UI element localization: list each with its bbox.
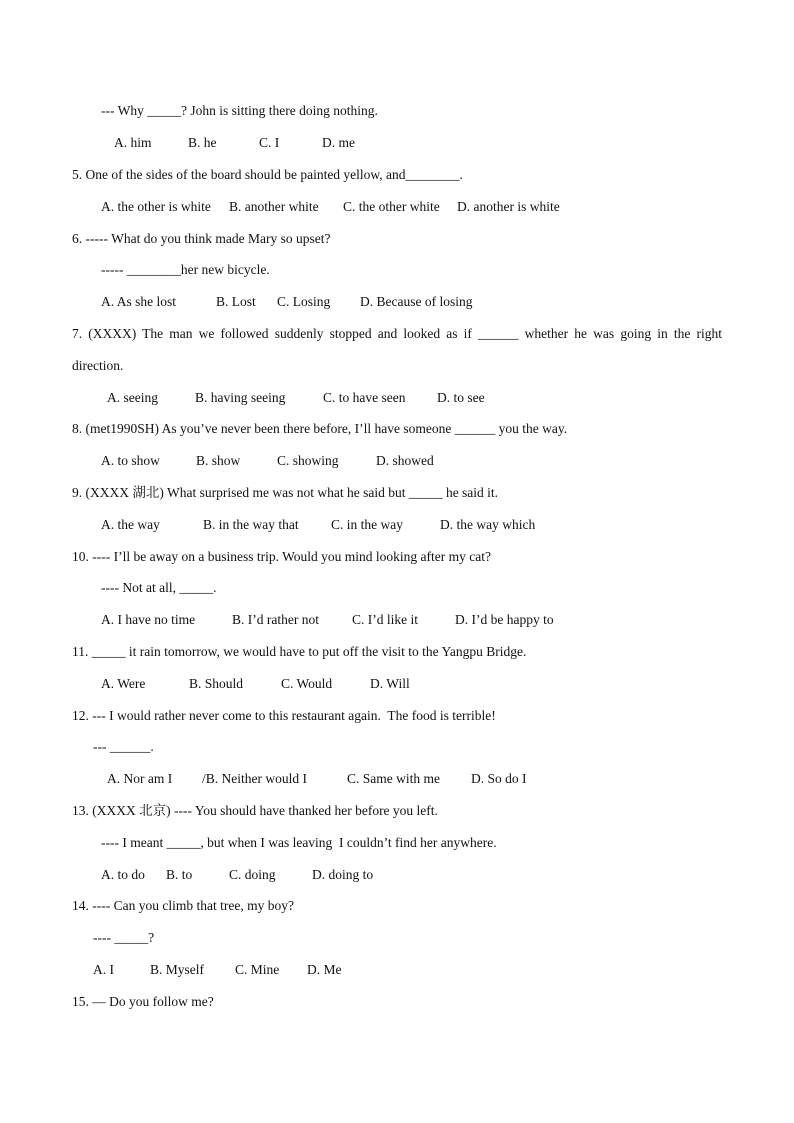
q6-dialog-line: ----- ________her new bicycle. — [101, 262, 270, 277]
q11-stem: 11. _____ it rain tomorrow, we would have to put off the visit to the Yangpu Bridge. — [72, 644, 527, 659]
q10-option-a: A. I have no time — [101, 612, 196, 627]
q13-stem: 13. (XXXX 北京) ---- You should have thanked her before you left. — [72, 803, 438, 818]
q8-stem: 8. (met1990SH) As you’ve never been there before, I’ll have someone ______ you the way. — [72, 421, 568, 436]
q12-option-a: A. Nor am I — [107, 771, 173, 786]
q12-option-c: C. Same with me — [347, 771, 440, 786]
q12-option-d: D. So do I — [471, 771, 527, 786]
q4-option-a: A. him — [114, 135, 152, 150]
q4-option-c: C. I — [259, 135, 280, 150]
q14-stem: 14. ---- Can you climb that tree, my boy? — [72, 898, 294, 913]
q7-option-b: B. having seeing — [195, 390, 286, 405]
q11-option-d: D. Will — [370, 676, 410, 691]
q8-option-c: C. showing — [277, 453, 339, 468]
q12-option-b: /B. Neither would I — [202, 771, 307, 786]
q12-stem: 12. --- I would rather never come to this restaurant again. The food is terrible! — [72, 708, 496, 723]
q14-dialog-line: ---- _____? — [93, 930, 155, 945]
q6-option-b: B. Lost — [216, 294, 256, 309]
q11-option-c: C. Would — [281, 676, 333, 691]
q13-dialog-line: ---- I meant _____, but when I was leaving I couldn’t find her anywhere. — [101, 835, 497, 850]
q4-dialog-line: --- Why _____? John is sitting there doing nothing. — [101, 103, 378, 118]
q13-option-b: B. to — [166, 867, 193, 882]
q7-option-a: A. seeing — [107, 390, 158, 405]
q10-option-b: B. I’d rather not — [232, 612, 319, 627]
q4-option-b: B. he — [188, 135, 217, 150]
q15-stem: 15. — Do you follow me? — [72, 994, 214, 1009]
q9-option-a: A. the way — [101, 517, 160, 532]
q7-option-d: D. to see — [437, 390, 485, 405]
q9-option-c: C. in the way — [331, 517, 403, 532]
q10-stem: 10. ---- I’ll be away on a business trip. Would you mind looking after my cat? — [72, 549, 491, 564]
q4-option-d: D. me — [322, 135, 355, 150]
q5-option-d: D. another is white — [457, 199, 560, 214]
q8-option-b: B. show — [196, 453, 241, 468]
q10-option-d: D. I’d be happy to — [455, 612, 554, 627]
q12-dialog-line: --- ______. — [93, 739, 154, 754]
q9-stem: 9. (XXXX 湖北) What surprised me was not what he said but _____ he said it. — [72, 485, 499, 500]
q5-option-a: A. the other is white — [101, 199, 211, 214]
q6-option-c: C. Losing — [277, 294, 331, 309]
q7-option-c: C. to have seen — [323, 390, 406, 405]
q8-option-a: A. to show — [101, 453, 160, 468]
q9-option-d: D. the way which — [440, 517, 536, 532]
q11-option-a: A. Were — [101, 676, 146, 691]
q14-option-c: C. Mine — [235, 962, 280, 977]
q6-option-d: D. Because of losing — [360, 294, 473, 309]
q14-option-d: D. Me — [307, 962, 342, 977]
q6-stem: 6. ----- What do you think made Mary so upset? — [72, 231, 331, 246]
q5-stem: 5. One of the sides of the board should be painted yellow, and________. — [72, 167, 463, 182]
q13-option-d: D. doing to — [312, 867, 374, 882]
q5-option-b: B. another white — [229, 199, 319, 214]
q9-option-b: B. in the way that — [203, 517, 299, 532]
q7-stem-continued: direction. — [72, 358, 124, 373]
q6-option-a: A. As she lost — [101, 294, 177, 309]
q10-option-c: C. I’d like it — [352, 612, 418, 627]
q13-option-c: C. doing — [229, 867, 276, 882]
q11-option-b: B. Should — [189, 676, 244, 691]
q14-option-a: A. I — [93, 962, 114, 977]
q7-stem: 7. (XXXX) The man we followed suddenly stopped and looked as if ______ whether he was going in the right — [72, 326, 722, 341]
q8-option-d: D. showed — [376, 453, 434, 468]
q14-option-b: B. Myself — [150, 962, 204, 977]
q10-dialog-line: ---- Not at all, _____. — [101, 580, 217, 595]
q5-option-c: C. the other white — [343, 199, 440, 214]
q13-option-a: A. to do — [101, 867, 145, 882]
